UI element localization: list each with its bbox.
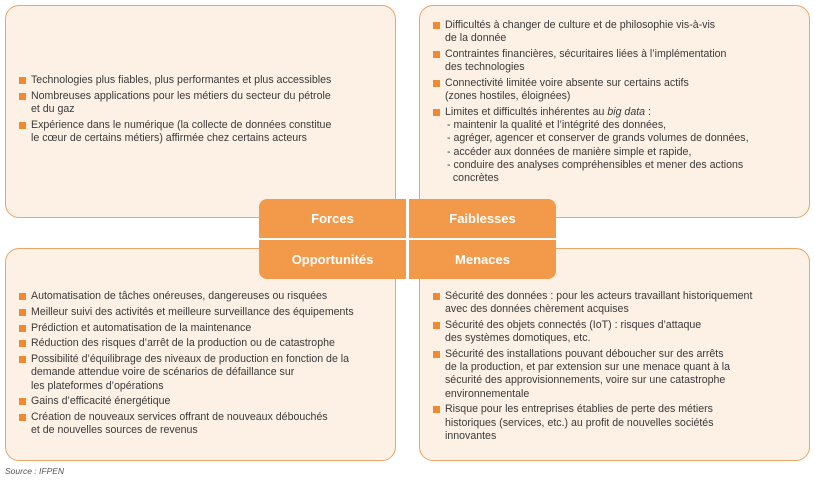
list-item: Prédiction et automatisation de la maintenance [19, 322, 389, 335]
bigdata-emph: big data [607, 106, 646, 118]
faiblesses-list [433, 19, 803, 188]
source-note: Source : IFPEN [5, 466, 65, 476]
list-item: Création de nouveaux services offrant de nouveaux débouchés et de nouvelles sources de revenus [19, 411, 389, 437]
square-bullet-icon [433, 351, 440, 358]
menaces-list [433, 290, 803, 446]
list-item: Expérience dans le numérique (la collecte de données constitue le cœur de certains métiers) affirmée chez certains acteurs [19, 119, 384, 145]
list-item: Sécurité des données : pour les acteurs travaillant historiquement avec des données chèrement acquises [433, 290, 803, 316]
list-item: Sécurité des objets connectés (IoT) : risques d’attaque des systèmes domotiques, etc. [433, 319, 803, 345]
forces-label: Forces [259, 199, 406, 238]
sub-item: - maintenir la qualité et l’intégrité des données, [447, 119, 667, 132]
square-bullet-icon [433, 22, 440, 29]
square-bullet-icon [433, 406, 440, 413]
list-item: Automatisation de tâches onéreuses, dangereuses ou risquées [19, 290, 389, 303]
bigdata-tail: : [645, 106, 651, 118]
sub-item: - agréger, agencer et conserver de grands volumes de données, [447, 132, 749, 145]
list-item: Possibilité d’équilibrage des niveaux de production en fonction de la demande attendue voire de scénarios de défaillance sur les plateformes d’opérations [19, 353, 389, 393]
square-bullet-icon [433, 322, 440, 329]
square-bullet-icon [19, 309, 26, 316]
opportunites-label: Opportunités [259, 240, 406, 279]
square-bullet-icon [19, 293, 26, 300]
forces-list [19, 74, 384, 148]
list-item: Nombreuses applications pour les métiers du secteur du pétrole et du gaz [19, 90, 384, 116]
list-item-bigdata [433, 106, 803, 185]
square-bullet-icon [433, 51, 440, 58]
list-item: Difficultés à changer de culture et de philosophie vis-à-vis de la donnée [433, 19, 803, 45]
square-bullet-icon [19, 356, 26, 363]
bigdata-subitems [445, 119, 803, 185]
square-bullet-icon [19, 414, 26, 421]
square-bullet-icon [19, 340, 26, 347]
square-bullet-icon [19, 325, 26, 332]
square-bullet-icon [19, 77, 26, 84]
square-bullet-icon [433, 109, 440, 116]
list-item: Contraintes financières, sécuritaires liées à l’implémentation des technologies [433, 48, 803, 74]
opportunites-list [19, 290, 389, 440]
sub-item: - conduire des analyses compréhensibles et mener des actions concrètes [447, 158, 744, 185]
bigdata-lead: Limites et difficultés inhérentes au [445, 106, 608, 118]
list-item: Réduction des risques d’arrêt de la production ou de catastrophe [19, 337, 389, 350]
list-item: Gains d’efficacité énergétique [19, 395, 389, 408]
square-bullet-icon [433, 293, 440, 300]
faiblesses-label: Faiblesses [409, 199, 556, 238]
list-item: Sécurité des installations pouvant déboucher sur des arrêts de la production, et par extension sur une menace quant à la sécurité des approvisionnements, voire sur une catastrophe environnementale [433, 348, 803, 401]
list-item: Connectivité limitée voire absente sur certains actifs (zones hostiles, éloignées) [433, 77, 803, 103]
square-bullet-icon [19, 398, 26, 405]
list-item: Meilleur suivi des activités et meilleure surveillance des équipements [19, 306, 389, 319]
list-item: Risque pour les entreprises établies de perte des métiers historiques (services, etc.) au profit de nouvelles sociétés innovantes [433, 403, 803, 443]
square-bullet-icon [19, 122, 26, 129]
sub-item: - accéder aux données de manière simple et rapide, [447, 145, 692, 158]
square-bullet-icon [433, 80, 440, 87]
square-bullet-icon [19, 93, 26, 100]
menaces-label: Menaces [409, 240, 556, 279]
list-item: Technologies plus fiables, plus performantes et plus accessibles [19, 74, 384, 87]
